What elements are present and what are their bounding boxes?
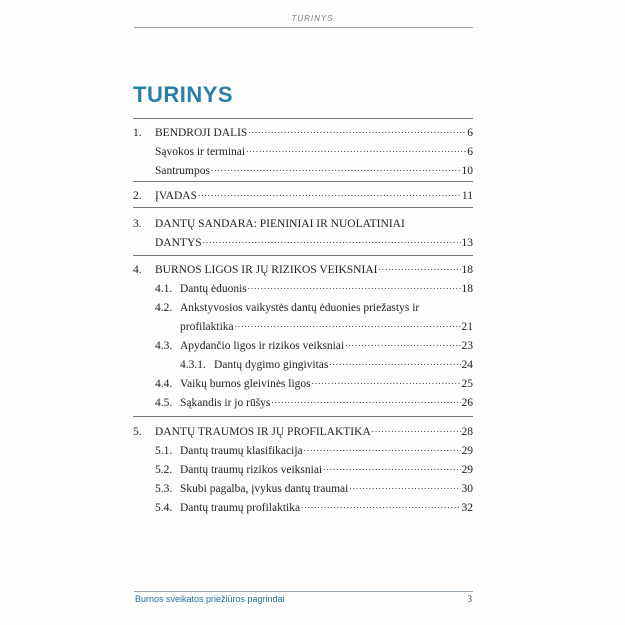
entry-label: ĮVADAS [155, 190, 197, 202]
entry-label: Santrumpos [155, 165, 210, 177]
entry-number: 5.3. [155, 483, 173, 495]
dot-leader [378, 260, 460, 274]
toc-entry[interactable] [180, 318, 473, 334]
toc-entry[interactable] [133, 423, 473, 439]
entry-number: 1. [133, 127, 142, 139]
entry-page: 32 [461, 502, 473, 514]
entry-label: Ankstyvosios vaikystės dantų ėduonies priežastys ir [180, 302, 420, 314]
toc-entry[interactable] [155, 280, 473, 296]
entry-page: 18 [461, 264, 473, 276]
dot-leader [235, 317, 461, 331]
footer-divider [134, 591, 473, 592]
footer-book-title: Burnos sveikatos priežiūros pagrindai [135, 594, 285, 604]
entry-number: 2. [133, 190, 142, 202]
entry-page: 18 [461, 283, 473, 295]
entry-number: 4.1. [155, 283, 173, 295]
entry-number: 4.4. [155, 378, 173, 390]
entry-page: 11 [461, 190, 473, 202]
entry-label: Sąvokos ir terminai [155, 146, 246, 158]
toc-entry[interactable] [155, 375, 473, 391]
toc-entry[interactable] [155, 480, 473, 496]
dot-leader [304, 441, 461, 455]
entry-page: 6 [467, 127, 473, 139]
dot-leader [248, 279, 461, 293]
running-header: TURINYS [291, 14, 334, 23]
toc-entry[interactable] [155, 234, 473, 250]
toc-entry[interactable] [133, 261, 473, 277]
entry-label: Dantų traumų klasifikacija [180, 445, 303, 457]
toc-entry[interactable] [133, 124, 473, 140]
entry-page: 24 [461, 359, 473, 371]
entry-page: 6 [467, 146, 473, 158]
entry-label: DANTŲ SANDARA: PIENINIAI IR NUOLATINIAI [155, 218, 405, 230]
entry-number: 5. [133, 426, 142, 438]
dot-leader [211, 161, 461, 175]
entry-label: Dantų ėduonis [180, 283, 247, 295]
entry-number: 4.2. [155, 302, 173, 314]
toc-entry[interactable] [180, 356, 473, 372]
entry-page: 13 [461, 237, 473, 249]
dot-leader [203, 233, 461, 247]
entry-page: 25 [461, 378, 473, 390]
entry-page: 28 [461, 426, 473, 438]
entry-page: 26 [461, 397, 473, 409]
entry-label: Dantų traumų rizikos veiksniai [180, 464, 323, 476]
entry-page: 21 [461, 321, 473, 333]
toc-title: TURINYS [133, 82, 234, 107]
entry-number: 4.3. [155, 340, 173, 352]
entry-label: Sąkandis ir jo rūšys [180, 397, 271, 409]
entry-number: 4.5. [155, 397, 173, 409]
entry-label: DANTŲ TRAUMOS IR JŲ PROFILAKTIKA [155, 426, 371, 438]
entry-label: Apydančio ligos ir rizikos veiksniai [180, 340, 345, 352]
toc-divider [133, 181, 473, 182]
entry-label: Dantų dygimo gingivitas [214, 359, 329, 371]
dot-leader [323, 460, 460, 474]
entry-label: Vaikų burnos gleivinės ligos [180, 378, 311, 390]
dot-leader [345, 336, 460, 350]
dot-leader [301, 498, 460, 512]
entry-label: Skubi pagalba, įvykus dantų traumai [180, 483, 349, 495]
dot-leader [349, 479, 460, 493]
entry-page: 29 [461, 445, 473, 457]
entry-label: profilaktika [180, 321, 234, 333]
toc-entry-first-line[interactable] [155, 302, 495, 314]
entry-number: 4. [133, 264, 142, 276]
toc-entry[interactable] [155, 499, 473, 515]
toc-divider [133, 118, 473, 119]
dot-leader [248, 123, 466, 137]
toc-divider [133, 255, 473, 256]
entry-number: 3. [133, 218, 142, 230]
entry-page: 23 [461, 340, 473, 352]
toc-entry[interactable] [155, 162, 473, 178]
entry-label: BENDROJI DALIS [155, 127, 248, 139]
entry-label: BURNOS LIGOS IR JŲ RIZIKOS VEIKSNIAI [155, 264, 378, 276]
toc-entry[interactable] [155, 337, 473, 353]
entry-page: 30 [461, 483, 473, 495]
entry-number: 5.1. [155, 445, 173, 457]
dot-leader [271, 393, 460, 407]
entry-label: DANTYS [155, 237, 202, 249]
dot-leader [198, 186, 461, 200]
toc-entry[interactable] [155, 442, 473, 458]
toc-entry[interactable] [155, 143, 473, 159]
toc-entry-first-line[interactable] [133, 218, 473, 230]
entry-label: Dantų traumų profilaktika [180, 502, 301, 514]
dot-leader [246, 142, 466, 156]
entry-number: 5.2. [155, 464, 173, 476]
header-divider [134, 27, 473, 28]
dot-leader [372, 422, 461, 436]
entry-page: 29 [461, 464, 473, 476]
toc-entry[interactable] [133, 187, 473, 203]
dot-leader [312, 374, 461, 388]
toc-entry[interactable] [155, 461, 473, 477]
toc-entry[interactable] [155, 394, 473, 410]
entry-page: 10 [461, 165, 473, 177]
entry-number: 5.4. [155, 502, 173, 514]
toc-divider [133, 207, 473, 208]
toc-divider [133, 416, 473, 417]
footer-page-number: 3 [467, 594, 472, 604]
entry-number: 4.3.1. [180, 359, 206, 371]
dot-leader [329, 355, 460, 369]
